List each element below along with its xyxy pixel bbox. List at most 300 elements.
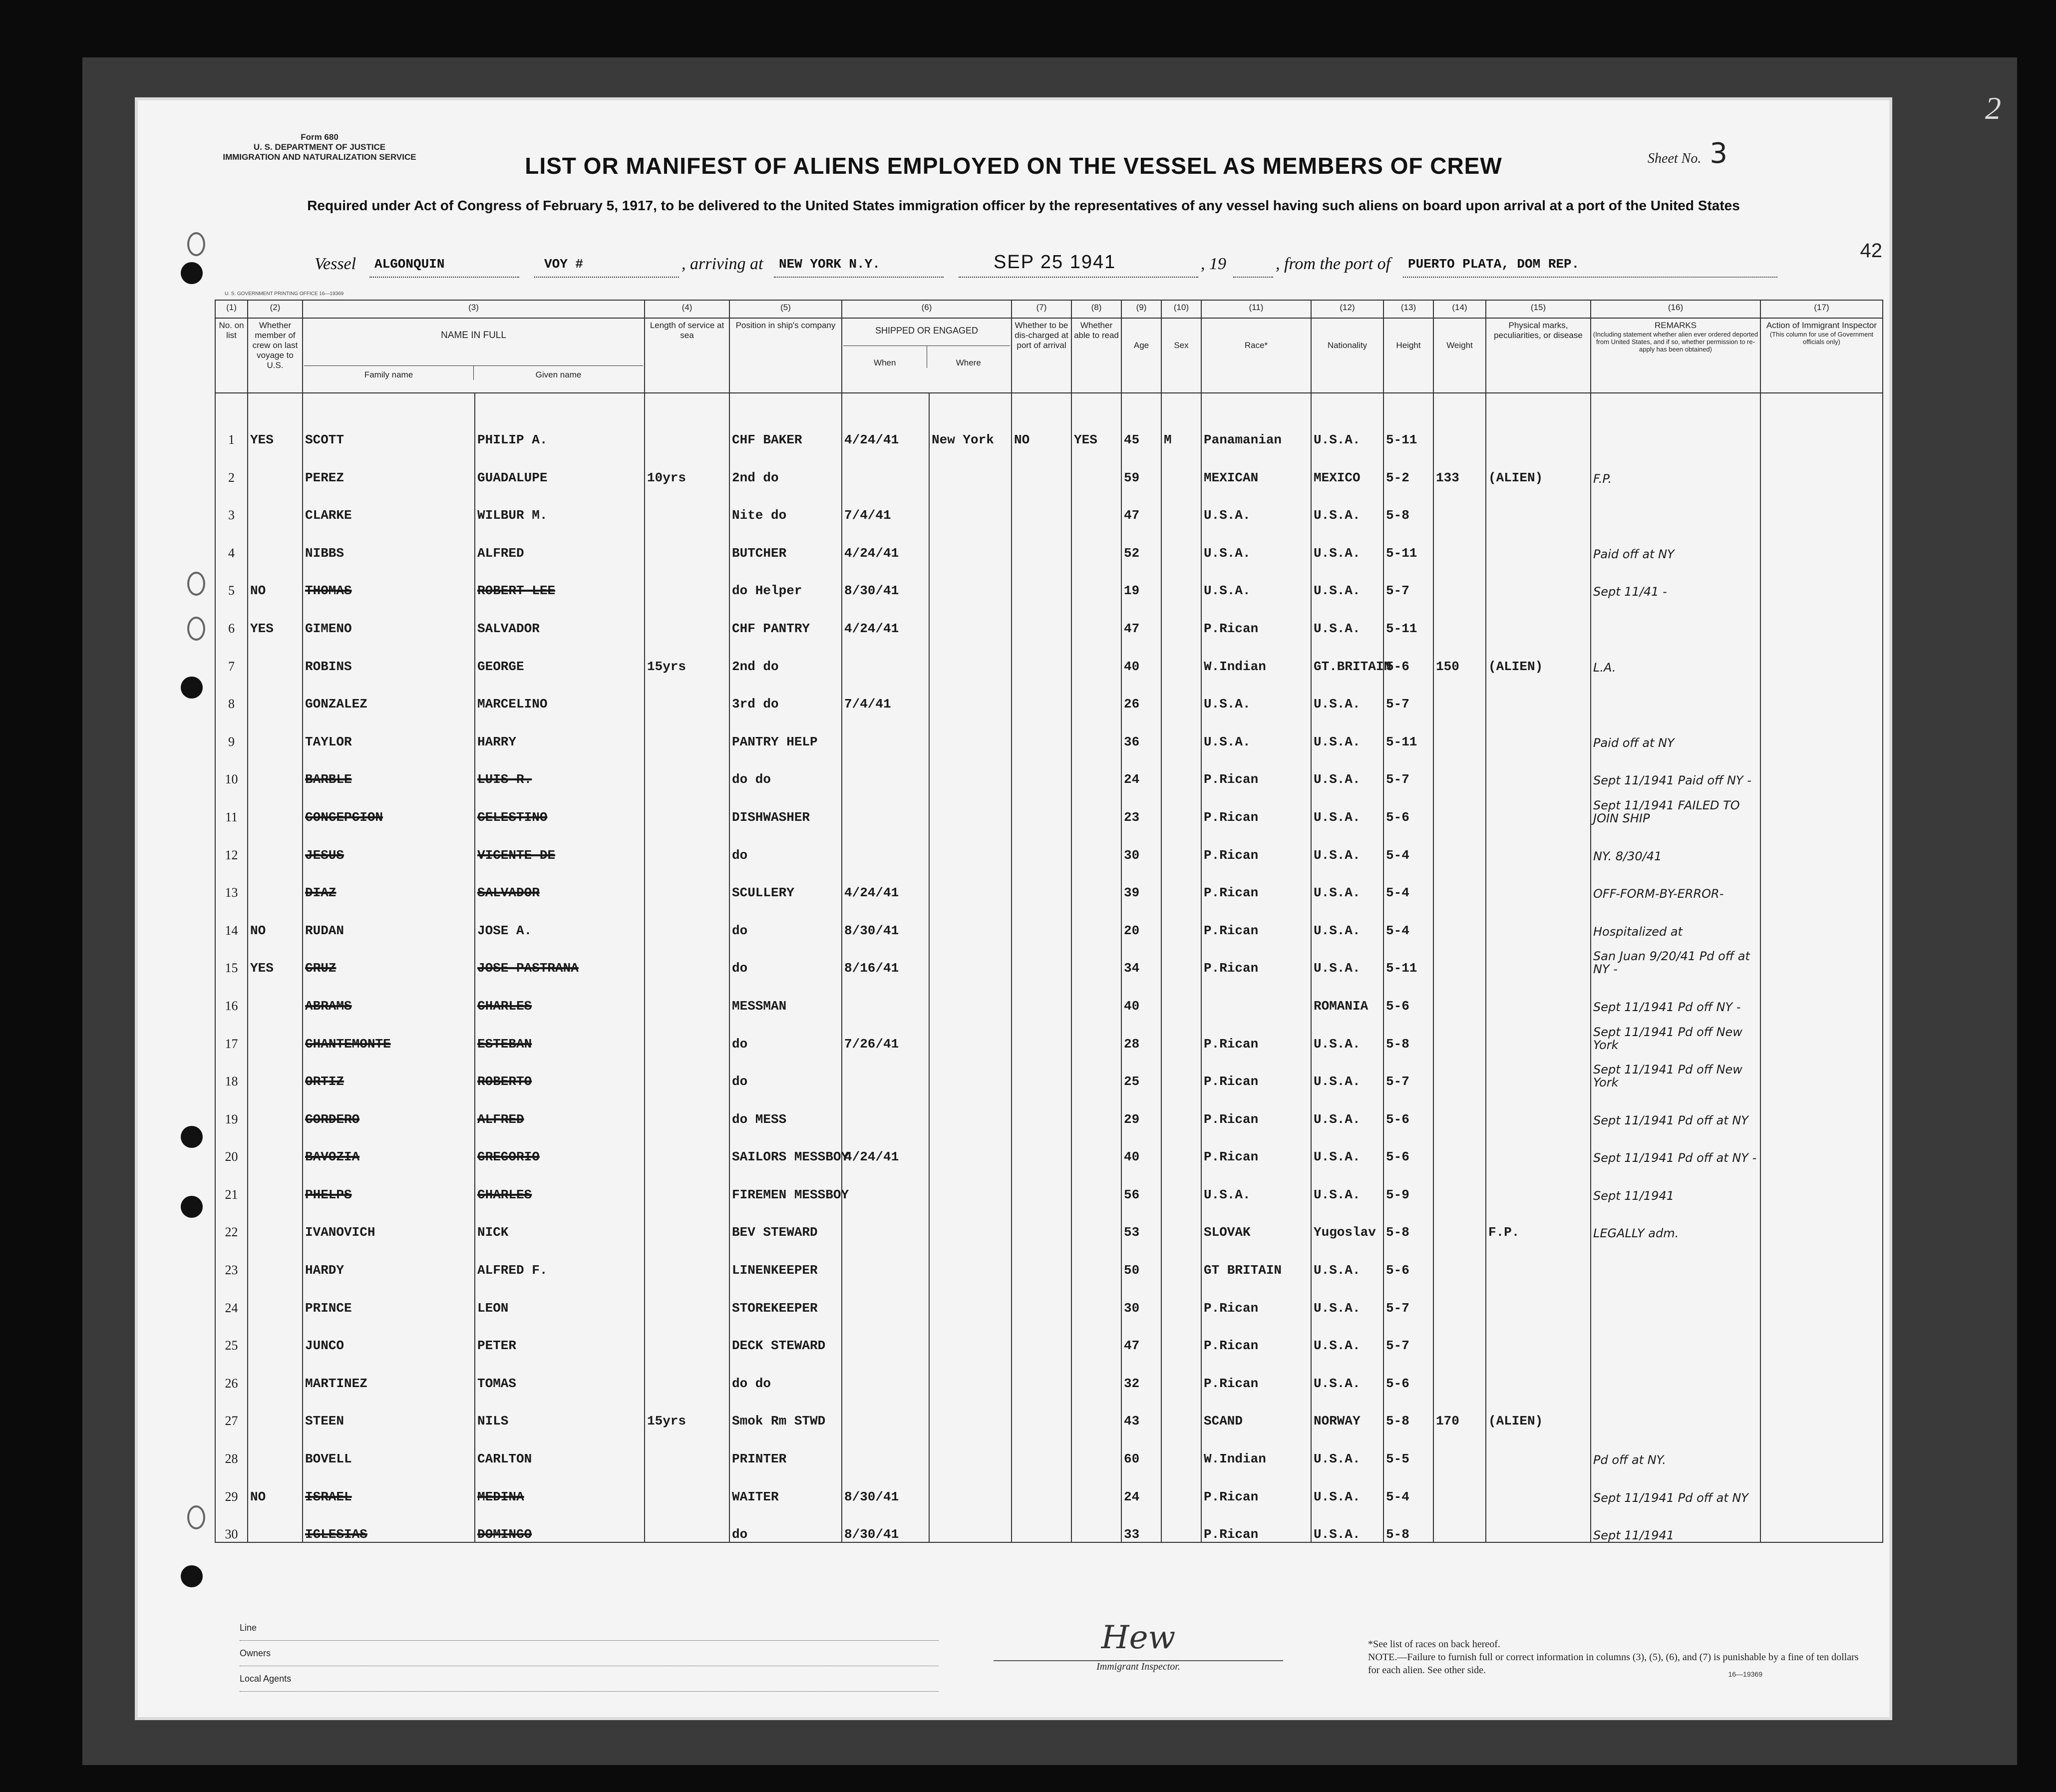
table-row	[215, 1466, 1883, 1504]
age-cell: 32	[1121, 1353, 1161, 1391]
sex-label: Sex	[1174, 341, 1189, 350]
shipped-where-cell	[929, 1089, 1012, 1127]
remarks-cell: F.P.	[1591, 447, 1760, 485]
position-cell: 2nd do	[729, 636, 842, 674]
header-nationality	[1311, 318, 1383, 393]
height-cell: 5-4	[1383, 1466, 1433, 1504]
sex-cell	[1161, 485, 1201, 523]
shipped-when-cell	[842, 1429, 929, 1466]
family-name-cell: CORDERO	[303, 1089, 475, 1127]
shipped-where-cell	[929, 1466, 1012, 1504]
table-row	[215, 636, 1883, 674]
remarks-cell: Sept 11/1941 FAILED TO JOIN SHIP	[1591, 787, 1760, 825]
shipped-where-cell	[929, 1316, 1012, 1354]
remarks-cell	[1591, 1391, 1760, 1429]
last-voyage-member-cell	[248, 1353, 303, 1391]
remarks-cell: NY. 8/30/41	[1591, 825, 1760, 863]
position-cell: do	[729, 825, 842, 863]
remarks-cell: OFF-FORM-BY-ERROR-	[1591, 863, 1760, 901]
age-cell: 45	[1121, 393, 1161, 447]
service-length-cell	[645, 1429, 729, 1466]
sex-cell	[1161, 1353, 1201, 1391]
table-row	[215, 863, 1883, 901]
age-cell: 28	[1121, 1014, 1161, 1052]
col-num: (15)	[1486, 300, 1591, 318]
row-number-cell: 30	[215, 1504, 248, 1543]
shipped-when-cell	[842, 787, 929, 825]
service-length-cell: 15yrs	[645, 636, 729, 674]
inspector-action-cell	[1760, 863, 1883, 901]
row-number-cell: 28	[215, 1429, 248, 1466]
shipped-where-cell	[929, 712, 1012, 749]
height-cell: 5-8	[1383, 1391, 1433, 1429]
position-cell: SCULLERY	[729, 863, 842, 901]
service-length-cell: 10yrs	[645, 447, 729, 485]
remarks-cell	[1591, 674, 1760, 712]
position-cell: do do	[729, 1353, 842, 1391]
last-voyage-member-cell	[248, 523, 303, 561]
row-number-cell: 1	[215, 393, 248, 447]
nationality-cell: U.S.A.	[1311, 1316, 1383, 1354]
table-row	[215, 1127, 1883, 1165]
nationality-cell: U.S.A.	[1311, 674, 1383, 712]
inspector-action-cell	[1760, 1202, 1883, 1240]
inspector-action-cell	[1760, 561, 1883, 599]
race-cell: P.Rican	[1201, 1353, 1311, 1391]
age-cell: 34	[1121, 938, 1161, 976]
height-cell: 5-7	[1383, 1052, 1433, 1089]
remarks-cell: Sept 11/1941 Pd off New York	[1591, 1014, 1760, 1052]
shipped-where-cell	[929, 1391, 1012, 1429]
binder-ring	[187, 572, 205, 596]
shipped-when-cell	[842, 1164, 929, 1202]
shipped-when-cell: 4/24/41	[842, 523, 929, 561]
remarks-cell	[1591, 485, 1760, 523]
position-cell: FIREMEN MESSBOY	[729, 1164, 842, 1202]
nationality-cell: U.S.A.	[1311, 485, 1383, 523]
nationality-cell: U.S.A.	[1311, 712, 1383, 749]
table-row	[215, 1089, 1883, 1127]
row-number-cell: 26	[215, 1353, 248, 1391]
weight-cell	[1433, 1014, 1486, 1052]
family-name-cell: STEEN	[303, 1391, 475, 1429]
service-length-cell	[645, 1353, 729, 1391]
height-cell: 5-8	[1383, 1014, 1433, 1052]
family-name-cell: SCOTT	[303, 393, 475, 447]
sex-cell	[1161, 900, 1201, 938]
physical-marks-cell	[1486, 749, 1591, 787]
able-to-read-cell	[1071, 938, 1121, 976]
table-row	[215, 749, 1883, 787]
shipped-where-cell	[929, 1429, 1012, 1466]
last-voyage-member-cell	[248, 1391, 303, 1429]
race-cell: U.S.A.	[1201, 712, 1311, 749]
discharged-cell	[1012, 900, 1071, 938]
race-cell: P.Rican	[1201, 825, 1311, 863]
form-number: Form 680	[301, 132, 339, 142]
footer-code: 16—19369	[1728, 1670, 1762, 1678]
weight-cell	[1433, 1504, 1486, 1543]
race-cell: P.Rican	[1201, 598, 1311, 636]
family-name-cell: GIMENO	[303, 598, 475, 636]
physical-marks-cell	[1486, 863, 1591, 901]
given-name-cell: GEORGE	[475, 636, 645, 674]
table-row	[215, 825, 1883, 863]
position-cell: do	[729, 1014, 842, 1052]
shipped-where-cell	[929, 485, 1012, 523]
service-length-cell	[645, 1466, 729, 1504]
service-name: IMMIGRATION AND NATURALIZATION SERVICE	[223, 152, 416, 162]
nationality-cell: U.S.A.	[1311, 900, 1383, 938]
sex-cell	[1161, 1316, 1201, 1354]
last-voyage-member-cell	[248, 749, 303, 787]
shipped-where-cell	[929, 1278, 1012, 1316]
service-length-cell	[645, 485, 729, 523]
inspector-action-cell	[1760, 749, 1883, 787]
shipped-when-cell: 8/30/41	[842, 561, 929, 599]
remarks-cell: Sept 11/1941	[1591, 1504, 1760, 1543]
height-cell: 5-8	[1383, 1202, 1433, 1240]
nationality-cell: U.S.A.	[1311, 561, 1383, 599]
race-cell: SLOVAK	[1201, 1202, 1311, 1240]
physical-marks-cell	[1486, 787, 1591, 825]
sex-cell	[1161, 1127, 1201, 1165]
race-cell: P.Rican	[1201, 1014, 1311, 1052]
physical-marks-cell: (ALIEN)	[1486, 447, 1591, 485]
race-cell: U.S.A.	[1201, 674, 1311, 712]
header-shipped-engaged	[842, 318, 1012, 393]
table-row	[215, 485, 1883, 523]
weight-cell: 170	[1433, 1391, 1486, 1429]
service-length-cell	[645, 863, 729, 901]
race-cell: P.Rican	[1201, 749, 1311, 787]
sex-cell	[1161, 561, 1201, 599]
col-num: (17)	[1760, 300, 1883, 318]
service-length-cell	[645, 598, 729, 636]
row-number-cell: 7	[215, 636, 248, 674]
nationality-cell: U.S.A.	[1311, 863, 1383, 901]
family-name-cell: DIAZ	[303, 863, 475, 901]
position-cell: 2nd do	[729, 447, 842, 485]
age-cell: 29	[1121, 1089, 1161, 1127]
physical-marks-cell: (ALIEN)	[1486, 636, 1591, 674]
inspector-action-cell	[1760, 787, 1883, 825]
shipped-engaged-label: SHIPPED OR ENGAGED	[875, 326, 979, 336]
physical-marks-cell	[1486, 1353, 1591, 1391]
physical-marks-cell	[1486, 1089, 1591, 1127]
discharged-cell	[1012, 1429, 1071, 1466]
service-length-cell	[645, 1052, 729, 1089]
shipped-where-cell	[929, 523, 1012, 561]
nationality-cell: GT.BRITAIN	[1311, 636, 1383, 674]
family-name-cell: PEREZ	[303, 447, 475, 485]
able-to-read-cell	[1071, 674, 1121, 712]
nationality-cell: U.S.A.	[1311, 749, 1383, 787]
able-to-read-cell: YES	[1071, 393, 1121, 447]
given-name-cell: SALVADOR	[475, 863, 645, 901]
weight-cell	[1433, 1089, 1486, 1127]
row-number-cell: 18	[215, 1052, 248, 1089]
age-cell: 19	[1121, 561, 1161, 599]
able-to-read-cell	[1071, 1127, 1121, 1165]
table-row	[215, 447, 1883, 485]
col-num: (5)	[729, 300, 842, 318]
remarks-cell: Sept 11/1941 Pd off at NY	[1591, 1089, 1760, 1127]
position-cell: do do	[729, 749, 842, 787]
action-label: Action of Immigrant Inspector	[1766, 321, 1877, 330]
weight-cell	[1433, 900, 1486, 938]
position-cell: CHF BAKER	[729, 393, 842, 447]
shipped-where-cell	[929, 1240, 1012, 1278]
able-to-read-cell	[1071, 1014, 1121, 1052]
physical-marks-cell	[1486, 674, 1591, 712]
age-label: Age	[1133, 341, 1149, 350]
row-number-cell: 29	[215, 1466, 248, 1504]
remarks-cell: L.A.	[1591, 636, 1760, 674]
crew-manifest-table	[215, 300, 1877, 1543]
punch-hole	[181, 1196, 203, 1218]
given-name-cell: GREGORIO	[475, 1127, 645, 1165]
service-length-cell	[645, 1202, 729, 1240]
physical-marks-cell: (ALIEN)	[1486, 1391, 1591, 1429]
race-cell: P.Rican	[1201, 1089, 1311, 1127]
remarks-cell	[1591, 1353, 1760, 1391]
able-to-read-cell	[1071, 1089, 1121, 1127]
able-to-read-cell	[1071, 900, 1121, 938]
remarks-label: REMARKS	[1654, 321, 1697, 330]
remarks-cell: Hospitalized at	[1591, 900, 1760, 938]
height-cell: 5-6	[1383, 1089, 1433, 1127]
given-name-cell: CARLTON	[475, 1429, 645, 1466]
family-name-cell: CLARKE	[303, 485, 475, 523]
given-name-cell: CHARLES	[475, 976, 645, 1014]
sheet-number-label: Sheet No.	[1648, 151, 1702, 166]
inspector-action-cell	[1760, 1429, 1883, 1466]
race-cell: P.Rican	[1201, 787, 1311, 825]
inspector-action-cell	[1760, 1089, 1883, 1127]
physical-marks-cell	[1486, 393, 1591, 447]
shipped-where-cell	[929, 1052, 1012, 1089]
age-cell: 56	[1121, 1164, 1161, 1202]
table-row	[215, 598, 1883, 636]
sex-cell	[1161, 1391, 1201, 1429]
nationality-cell: Yugoslav	[1311, 1202, 1383, 1240]
punch-hole	[181, 1565, 203, 1587]
height-cell: 5-5	[1383, 1429, 1433, 1466]
table-row	[215, 561, 1883, 599]
given-name-cell: MARCELINO	[475, 674, 645, 712]
able-to-read-cell	[1071, 447, 1121, 485]
punch-hole	[181, 262, 203, 284]
row-number-cell: 8	[215, 674, 248, 712]
remarks-cell: Sept 11/1941	[1591, 1164, 1760, 1202]
sex-cell	[1161, 938, 1201, 976]
sex-cell	[1161, 523, 1201, 561]
sex-cell	[1161, 447, 1201, 485]
able-to-read-cell	[1071, 485, 1121, 523]
position-cell: do	[729, 938, 842, 976]
last-voyage-member-cell: YES	[248, 938, 303, 976]
remarks-cell: Sept 11/1941 Pd off at NY -	[1591, 1127, 1760, 1165]
position-cell: do	[729, 1052, 842, 1089]
shipped-when-cell: 7/26/41	[842, 1014, 929, 1052]
shipped-where-cell	[929, 447, 1012, 485]
able-to-read-cell	[1071, 1052, 1121, 1089]
header-no-on-list: No. on list	[215, 318, 248, 393]
given-name-cell: LUIS R.	[475, 749, 645, 787]
shipped-when-cell	[842, 1240, 929, 1278]
discharged-cell	[1012, 1164, 1071, 1202]
vessel-label: Vessel	[315, 255, 356, 273]
weight-cell	[1433, 1202, 1486, 1240]
inspector-action-cell	[1760, 1014, 1883, 1052]
age-cell: 30	[1121, 1278, 1161, 1316]
weight-cell	[1433, 1278, 1486, 1316]
footer-agents-label: Local Agents	[240, 1666, 939, 1692]
discharged-cell	[1012, 712, 1071, 749]
shipped-when-cell: 7/4/41	[842, 674, 929, 712]
able-to-read-cell	[1071, 636, 1121, 674]
service-length-cell	[645, 1278, 729, 1316]
last-voyage-member-cell	[248, 485, 303, 523]
weight-cell	[1433, 523, 1486, 561]
age-cell: 59	[1121, 447, 1161, 485]
weight-cell	[1433, 1466, 1486, 1504]
remarks-cell	[1591, 598, 1760, 636]
row-number-cell: 19	[215, 1089, 248, 1127]
nationality-cell: U.S.A.	[1311, 1353, 1383, 1391]
physical-marks-cell	[1486, 712, 1591, 749]
physical-marks-cell	[1486, 1052, 1591, 1089]
inspector-action-cell	[1760, 674, 1883, 712]
shipped-when-cell: 8/30/41	[842, 900, 929, 938]
row-number-cell: 20	[215, 1127, 248, 1165]
service-length-cell	[645, 712, 729, 749]
inspector-action-cell	[1760, 976, 1883, 1014]
edge-number: 2	[1985, 90, 2001, 126]
given-name-cell: ALFRED F.	[475, 1240, 645, 1278]
age-cell: 43	[1121, 1391, 1161, 1429]
header-height	[1383, 318, 1433, 393]
family-name-cell: NIBBS	[303, 523, 475, 561]
header-race	[1201, 318, 1311, 393]
family-name-cell: BAVOZIA	[303, 1127, 475, 1165]
row-number-cell: 25	[215, 1316, 248, 1354]
sex-cell	[1161, 1052, 1201, 1089]
service-length-cell	[645, 393, 729, 447]
shipped-when-cell: 4/24/41	[842, 1127, 929, 1165]
able-to-read-cell	[1071, 1316, 1121, 1354]
able-to-read-cell	[1071, 1466, 1121, 1504]
row-number-cell: 9	[215, 712, 248, 749]
given-name-cell: PETER	[475, 1316, 645, 1354]
position-cell: DECK STEWARD	[729, 1316, 842, 1354]
shipped-when-cell	[842, 447, 929, 485]
race-cell: W.Indian	[1201, 1429, 1311, 1466]
age-cell: 47	[1121, 598, 1161, 636]
last-voyage-member-cell	[248, 447, 303, 485]
weight-cell	[1433, 598, 1486, 636]
table-row	[215, 1391, 1883, 1429]
nationality-cell: U.S.A.	[1311, 1014, 1383, 1052]
physical-marks-cell	[1486, 1504, 1591, 1543]
able-to-read-cell	[1071, 1202, 1121, 1240]
remarks-cell	[1591, 393, 1760, 447]
col-num: (13)	[1383, 300, 1433, 318]
nationality-cell: U.S.A.	[1311, 1052, 1383, 1089]
family-name-cell: RUDAN	[303, 900, 475, 938]
service-length-cell	[645, 523, 729, 561]
position-cell: BUTCHER	[729, 523, 842, 561]
discharged-cell	[1012, 1089, 1071, 1127]
footer-owners-label: Owners	[240, 1641, 939, 1666]
inspector-action-cell	[1760, 393, 1883, 447]
shipped-when-cell: 4/24/41	[842, 393, 929, 447]
nationality-cell: U.S.A.	[1311, 393, 1383, 447]
given-name-cell: WILBUR M.	[475, 485, 645, 523]
discharged-cell	[1012, 749, 1071, 787]
age-cell: 60	[1121, 1429, 1161, 1466]
remarks-note: (Including statement whether alien ever ordered deported from United States, and if so, whether permission to re-apply has been obtained)	[1593, 331, 1758, 353]
col-num: (2)	[248, 300, 303, 318]
service-length-cell	[645, 1240, 729, 1278]
physical-marks-cell	[1486, 938, 1591, 976]
last-voyage-member-cell: NO	[248, 561, 303, 599]
row-number-cell: 27	[215, 1391, 248, 1429]
discharged-cell	[1012, 1278, 1071, 1316]
able-to-read-cell	[1071, 1504, 1121, 1543]
row-number-cell: 12	[215, 825, 248, 863]
last-voyage-member-cell	[248, 636, 303, 674]
vessel-name: ALGONQUIN	[374, 257, 445, 272]
nationality-cell: ROMANIA	[1311, 976, 1383, 1014]
name-in-full-label: NAME IN FULL	[441, 330, 506, 341]
physical-marks-cell	[1486, 523, 1591, 561]
arriving-label: , arriving at	[682, 255, 763, 273]
service-length-cell	[645, 1316, 729, 1354]
shipped-when-cell	[842, 1278, 929, 1316]
weight-cell	[1433, 1240, 1486, 1278]
race-cell: P.Rican	[1201, 900, 1311, 938]
service-length-cell	[645, 1504, 729, 1543]
header-given-name: Given name	[473, 366, 643, 380]
race-cell: Panamanian	[1201, 393, 1311, 447]
binder-ring	[187, 1505, 205, 1529]
column-number-row	[215, 300, 1883, 318]
row-number-cell: 11	[215, 787, 248, 825]
family-name-cell: MARTINEZ	[303, 1353, 475, 1391]
table-row	[215, 1240, 1883, 1278]
given-name-cell: DOMINGO	[475, 1504, 645, 1543]
family-name-cell: IVANOVICH	[303, 1202, 475, 1240]
family-name-cell: TAYLOR	[303, 712, 475, 749]
remarks-cell: Sept 11/1941 Pd off NY -	[1591, 976, 1760, 1014]
sex-cell	[1161, 1089, 1201, 1127]
able-to-read-cell	[1071, 825, 1121, 863]
sex-cell	[1161, 598, 1201, 636]
arrival-port: NEW YORK N.Y.	[779, 257, 880, 272]
row-number-cell: 4	[215, 523, 248, 561]
shipped-where-cell	[929, 787, 1012, 825]
race-cell: SCAND	[1201, 1391, 1311, 1429]
able-to-read-cell	[1071, 787, 1121, 825]
height-cell: 5-7	[1383, 749, 1433, 787]
service-length-cell	[645, 1089, 729, 1127]
col-num: (11)	[1201, 300, 1311, 318]
discharged-cell	[1012, 1466, 1071, 1504]
physical-marks-cell	[1486, 976, 1591, 1014]
able-to-read-cell	[1071, 1278, 1121, 1316]
